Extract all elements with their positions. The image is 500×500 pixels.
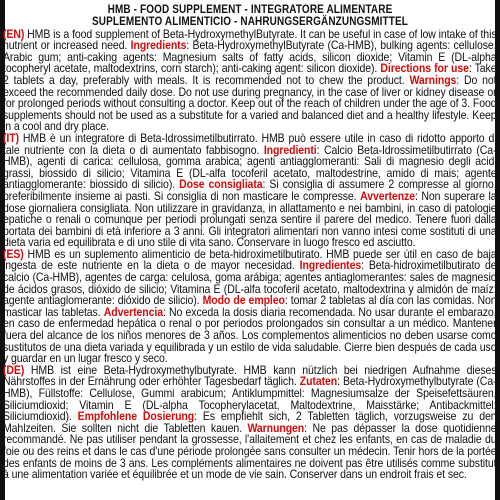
section-en-heading: Warnings [409, 73, 457, 87]
section-es-heading: Modo de empleo [202, 294, 285, 308]
section-en-text: HMB is a food supplement of Beta-HydroxymethylButyrate. It can be useful in case of low intake of this nutrient or increased need. [3, 27, 497, 53]
section-de-heading: Warnungen [247, 421, 305, 435]
section-en-heading: Directions for use [380, 62, 469, 76]
section-es-text: HMB es un suplemento alimenticio de beta-hidroximetilbutirato. HMB puede ser útil en caso de baja ingesta de este nutriente en la dieta o de mayor necesidad. [3, 247, 497, 273]
section-it [3, 133, 496, 249]
section-en-text: : Beta-HydroxymethylButyrate (Ca-HMB), bulking agents: cellulose, Arabic gum; anti-caking agents: Magnesium salts of fatty acids, silicon dioxide; Vitamin E (DL-alpha tocopheryl acetate, maltodextrins, corn starch); anti-caking agent: silicon dioxide). [3, 39, 497, 76]
section-es-text: : tomar 2 tabletas al día con las comidas. Non masticar las tabletas. [3, 294, 497, 319]
section-de-text: : Ne pas dépasser la dose quotidienne recommandé. Ne pas utiliser pendant la grossesse, l'allaitement et chez les enfants, en cas de maladie du foie ou des reins et dans le cas d'une période prolongée sans consulter un médecin. Tenir hors de la portée des enfants de moins de 3 ans. Les compléments alimentaires ne doivent pas être utilisés comme substitut à une alimentation variée et équilibrée et un mode de vie sain. Conserver dans un endroit frais et sec. [3, 421, 497, 482]
section-es-text: : Beta-hidroximetilbutirato de calcio (Ca-HMB), agentes de carga: celulosa, goma arábiga; agentes antiaglomerantes: sales de magnesio de ácidos grasos, dióxido de silicio; Vitamina E (DL-alfa tocoferil acetato, maltodextrina y almidón de maíz; agente antiaglomerante: dióxido de silicio). [3, 259, 497, 308]
section-de-heading: Zutaten [299, 375, 338, 389]
section-it-text: : Non superare la dose giornaliera consigliata. Non utilizzare in gravidanza, in allattamento e nei bambini, in caso di patologie epatiche o renali o comunque per periodi prolungati senza sentire il parere del medico. Tenere fuori dalla portata dei bambini di età inferiore a 3 anni. Gli integratori alimentari non vanno intesi come sostituti di una dieta varia ed equilibrata e di uno stile di vita sano. Conservare in luogo fresco ed asciutto. [3, 189, 497, 250]
section-en [3, 29, 496, 133]
section-it-heading: (IT) [3, 131, 20, 145]
section-en-text: : Take 2 tablets a day, preferably with meals. It is recommended not to chew the product. [3, 62, 497, 87]
section-de-text: : Es empfiehlt sich, 2 Tabletten täglich, vorzugsweise zu den Mahlzeiten. Sie sollten nicht die Tabletten kauen. [3, 410, 497, 435]
section-de-heading: (DE) [3, 363, 25, 377]
section-it-text: : Calcio Beta-Idrossimetilbutirrato (Ca-HMB), agenti di carica: cellulosa, gomma arabica; agenti antiagglomeranti: Sali di magnesio degli acidi grassi, biossido di silicio; Vitamina E (DL-alfa tocoferil acetato, maltodestrine, amido di mais; agente antiagglomerante: biossido di silicio). [3, 143, 497, 192]
section-it-heading: Avvertenze [360, 189, 415, 203]
section-es-heading: (ES) [3, 247, 24, 261]
section-it-text: HMB è un integratore di Beta-Idrossimetilbutirrato. HMB può essere utile in caso di ridotto apporto di tale nutriente con la dieta o di aumentato fabbisogno. [3, 131, 497, 157]
section-es-heading: Advertencia [103, 305, 164, 319]
section-es-text: : No exceda la dosis diaria recomendada. No usar durante el embarazo, en caso de enfermedad hepática o renal o por periodos prolongados sin consultar a un médico. Mantener fuera del alcance de los niños menores de 3 años. Los complementos alimenticios no deben usarse como sustitutos de una dieta variada y equilibrada y un estilo de vida saludable. Cierre bien después de cada uso y guardar en un lugar fresco y seco. [3, 305, 497, 366]
section-en-text: : Do not exceed the recommended daily dose. Do not use during pregnancy, in the case of liver or kidney disease or for prolonged periods without consulting a doctor. Keep out of the reach of children under the age of 3. Food supplements should not be used as a substitute for a varied and balanced diet and a healthy lifestyle. Keep in a cool and dry place. [3, 73, 497, 134]
section-de-text: : Beta-Hydroxymethylbutyrate (Ca-HMB), Füllstoffe: Cellulose, Gummi arabicum; Antiklumpmittel: Magnesiumsalze der Speisefettsäuren, Siliciumdioxid; Vitamin E (DL-alpha Tocopherylacetat, Maltodextrine, Maisstärke; Antibackmittel: Siliciumdioxid). [3, 375, 497, 424]
header-line-1: HMB - FOOD SUPPLEMENT - INTEGRATORE ALIMENTARE [107, 3, 393, 16]
section-de [3, 365, 496, 481]
section-es-heading: Ingredientes [299, 259, 362, 273]
section-en-heading: Ingredients [130, 39, 187, 53]
label-header [12, 4, 488, 28]
section-en-heading: (EN) [3, 27, 25, 41]
section-it-heading: Ingredienti [263, 143, 317, 157]
label-body [3, 29, 496, 481]
section-it-text: : Si consiglia di assumere 2 compresse al giorno, preferibilmente insieme ai pasti. Si consiglia di non masticare le compresse. [3, 178, 497, 203]
section-de-text: HMB ist eine Beta-Hydroxymethylbutyrate. HMB kann nützlich bei niedrigen Aufnahme dieses Nährstoffes in der Ernährung oder erhöhter Tagesbedarf täglich. [3, 363, 497, 389]
section-es [3, 249, 496, 365]
section-it-heading: Dose consigliata [179, 178, 263, 192]
header-line-2: SUPLEMENTO ALIMENTICIO - NAHRUNGSERGÄNZUNGSMITTEL [92, 14, 408, 28]
section-de-heading: Empfohlene Dosierung [77, 410, 195, 424]
